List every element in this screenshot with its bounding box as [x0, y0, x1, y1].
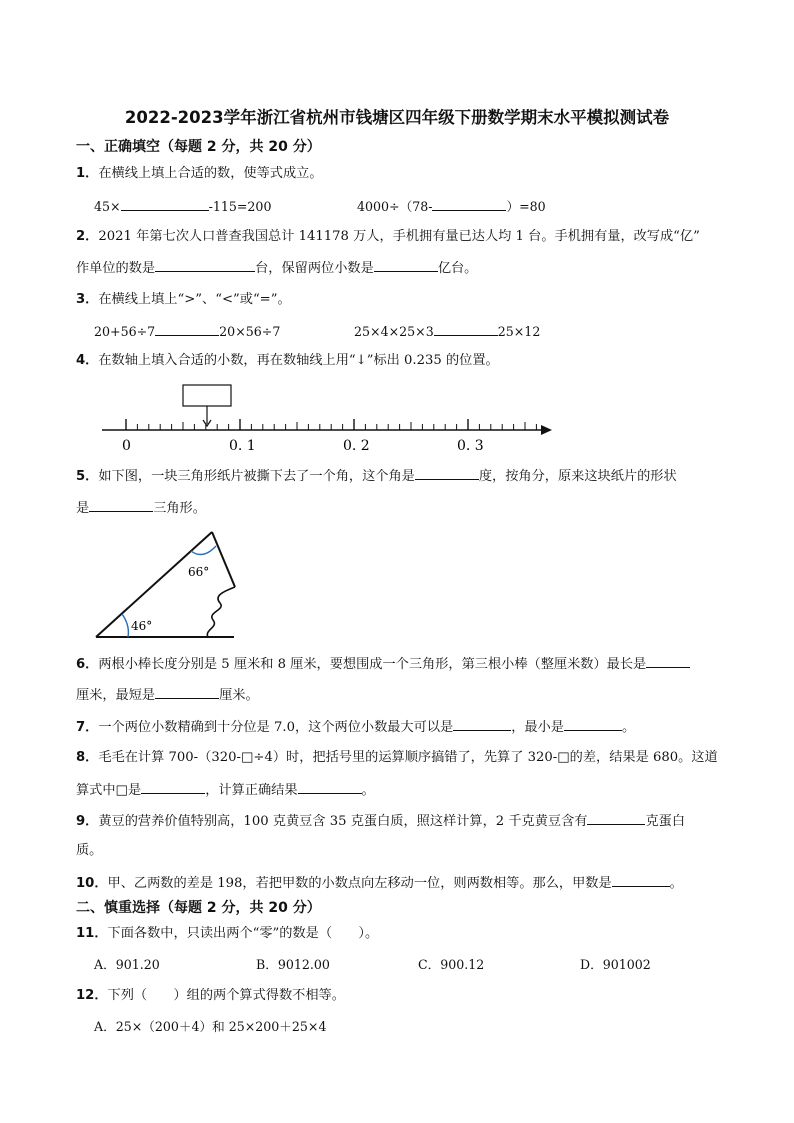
question-text: 一个两位小数精确到十分位是 7.0，这个两位小数最大可以是: [98, 720, 454, 735]
option-c[interactable]: C．900.12: [418, 957, 485, 972]
answer-blank[interactable]: [298, 780, 362, 794]
tick-label-0-3: 0. 3: [457, 438, 484, 454]
question-text: 厘米。: [219, 688, 259, 703]
question-text: 黄豆的营养价值特别高，100 克黄豆含 35 克蛋白质，照这样计算，2 千克黄豆含有: [98, 814, 588, 829]
torn-edge: [207, 587, 235, 637]
triangle-side-right: [212, 532, 235, 587]
question-text: ，最小是: [511, 720, 564, 735]
answer-blank[interactable]: [564, 717, 622, 731]
question-text: 克蛋白: [645, 814, 686, 829]
question-5-line-2: [76, 498, 206, 518]
question-text: 。: [669, 876, 683, 891]
question-text: 2021 年第七次人口普查我国总计 141178 万人，手机拥有量已达人均 1 台。手机拥有量，改写成“亿”: [98, 229, 700, 244]
question-number: 1．: [76, 166, 99, 181]
question-text: 台，保留两位小数是: [255, 261, 374, 276]
expression-right: 25×12: [497, 324, 541, 339]
question-text: 亿台。: [437, 261, 478, 276]
expression-left: 25×4×25×3: [354, 324, 434, 339]
option-b[interactable]: B．9012.00: [256, 957, 330, 972]
triangle-side-left: [96, 532, 212, 637]
answer-blank[interactable]: [89, 498, 153, 512]
question-number: 5．: [76, 469, 99, 484]
question-8: [76, 749, 718, 767]
question-text: ，计算正确结果: [205, 783, 298, 798]
answer-blank[interactable]: [415, 466, 479, 480]
question-5: [76, 466, 677, 486]
expression-prefix: 4000÷（78-: [357, 199, 433, 214]
tick-label-0-2: 0. 2: [343, 438, 370, 454]
question-8-line-2: [76, 780, 375, 800]
angle-label-66: 66°: [188, 565, 210, 579]
angle-label-46: 46°: [131, 619, 153, 633]
axis-arrow-icon: [541, 425, 552, 435]
answer-blank[interactable]: [141, 780, 205, 794]
option-a[interactable]: A．901.20: [94, 957, 160, 972]
question-text: 在横线上填上“>”、“<”或“=”。: [98, 292, 291, 307]
answer-blank[interactable]: [155, 685, 219, 699]
question-text: 是: [76, 501, 90, 516]
question-text: 甲、乙两数的差是 198，若把甲数的小数点向左移动一位，则两数相等。那么，甲数是: [107, 876, 612, 891]
question-text: 下面各数中，只读出两个“零”的数是（ ）。: [107, 926, 379, 941]
question-text: 。: [621, 720, 636, 735]
expression-suffix: ）=80: [506, 199, 546, 214]
question-text: 作单位的数是: [76, 261, 156, 276]
question-10: [76, 873, 683, 893]
question-text: 度，按角分，原来这块纸片的形状: [478, 469, 677, 484]
question-number: 12．: [76, 988, 108, 1003]
question-text: 在横线上填上合适的数，使等式成立。: [98, 166, 323, 181]
answer-blank[interactable]: [587, 811, 645, 825]
option-a[interactable]: A．25×（200＋4）和 25×200＋25×4: [94, 1019, 327, 1034]
tick-label-0: 0: [122, 438, 131, 454]
question-text: 在数轴上填入合适的小数，再在数轴线上用“↓”标出 0.235 的位置。: [98, 353, 499, 368]
option-d[interactable]: D．901002: [580, 957, 651, 972]
angle-arc-left: [122, 614, 128, 637]
answer-blank[interactable]: [612, 873, 670, 887]
question-6-line-2: [76, 685, 259, 705]
question-number: 10．: [76, 876, 108, 891]
question-7: [76, 717, 635, 737]
question-number: 4．: [76, 353, 99, 368]
question-number: 11．: [76, 926, 108, 941]
question-text: 下列（ ）组的两个算式得数不相等。: [107, 988, 345, 1003]
question-12: [76, 987, 345, 1005]
question-9: [76, 811, 685, 831]
question-number: 8．: [76, 750, 99, 765]
answer-blank[interactable]: [646, 654, 690, 668]
page-title: 2022-2023学年浙江省杭州市钱塘区四年级下册数学期末水平模拟测试卷: [124, 108, 670, 127]
question-number: 9．: [76, 814, 99, 829]
question-text: 。: [361, 783, 375, 798]
answer-blank[interactable]: [453, 717, 511, 731]
question-text: 算式中□是: [76, 783, 142, 798]
section-2-heading: 二、慎重选择（每题 2 分，共 20 分）: [76, 900, 321, 916]
question-number: 3．: [76, 292, 99, 307]
question-text: 三角形。: [153, 501, 206, 516]
question-number: 6．: [76, 657, 99, 672]
tick-label-0-1: 0. 1: [229, 438, 256, 454]
question-11: [76, 925, 378, 943]
question-number: 7．: [76, 720, 99, 735]
number-line-ticks: [126, 419, 536, 430]
question-number: 2．: [76, 229, 99, 244]
expression-suffix: -115=200: [208, 199, 272, 214]
expression-left: 20+56÷7: [94, 324, 156, 339]
expression-right: 20×56÷7: [219, 324, 281, 339]
question-text: 如下图，一块三角形纸片被撕下去了一个角，这个角是: [98, 469, 415, 484]
question-text: 厘米，最短是: [76, 688, 156, 703]
question-text: 毛毛在计算 700-（320-□÷4）时，把括号里的运算顺序搞错了，先算了 320-□的差，结果是 680。这道: [98, 750, 718, 765]
expression-prefix: 45×: [94, 199, 121, 214]
question-9-line-2: 质。: [76, 843, 103, 858]
section-1-heading: 一、正确填空（每题 2 分，共 20 分）: [76, 139, 321, 155]
torn-triangle-figure: [96, 532, 235, 637]
answer-box[interactable]: [183, 385, 231, 406]
question-6: [76, 654, 690, 674]
question-text: 两根小棒长度分别是 5 厘米和 8 厘米，要想围成一个三角形，第三根小棒（整厘米数）最长是: [98, 657, 647, 672]
